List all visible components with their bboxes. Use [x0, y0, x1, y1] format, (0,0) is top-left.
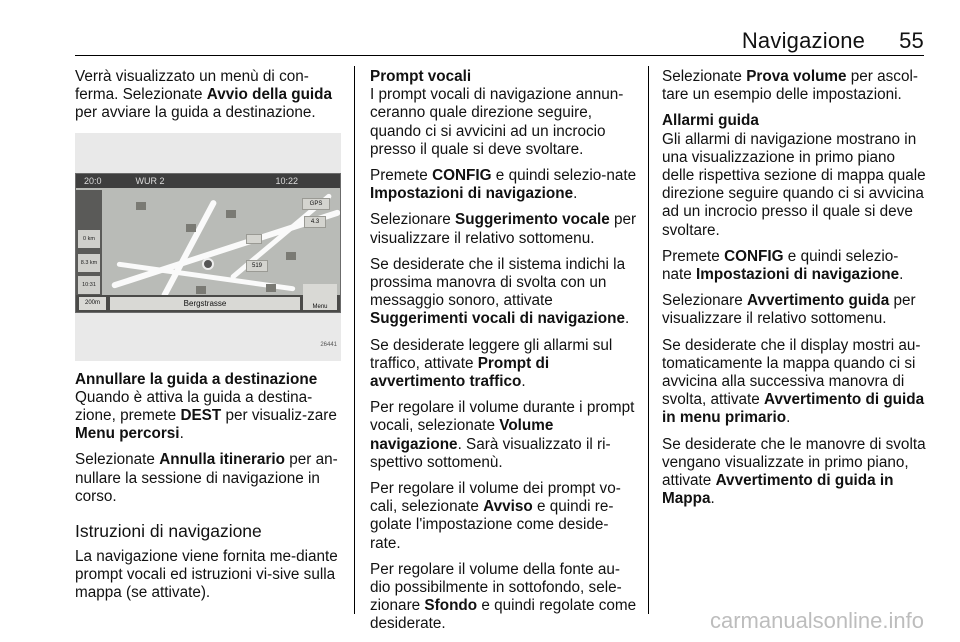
guidance-alerts-heading: Allarmi guida [662, 112, 759, 130]
intro-paragraph: Verrà visualizzato un menù di con-ferma. Selezionate Avvio della guida per avviare la guida a destinazione. [75, 68, 333, 122]
navigation-map-figure [75, 133, 341, 361]
cancel-paragraph-1: Quando è attiva la guida a destina-zione, premete DEST per visualiz-zare Menu percorsi. [75, 388, 337, 443]
column-1 [75, 68, 343, 611]
background-volume-paragraph: Per regolare il volume della fonte au-dio possibilmente in sottofondo, sele-zionare Sfondo e quindi regolate come desiderate. [370, 560, 637, 633]
arrival-time: 10:31 [78, 276, 100, 294]
poi-pin [196, 286, 206, 294]
cancel-guidance-heading: Annullare la guida a destinazione [75, 370, 318, 388]
poi-pin [186, 224, 196, 232]
poi-pin [136, 202, 146, 210]
volume-paragraph: Per regolare il volume durante i prompt vocali, selezionate Volume navigazione. Sarà visualizzato il ri-spettivo sottomenù. [370, 399, 635, 471]
turn-arrow-icon: 0 km [78, 230, 100, 248]
map-bottombar [76, 295, 340, 312]
prompt-volume-paragraph: Per regolare il volume dei prompt vo-cali, selezionate Avviso e quindi re-golate l'impostazione come deside-rate. [370, 480, 621, 552]
traffic-alerts-paragraph: Se desiderate leggere gli allarmi sul traffico, attivate Prompt di avvertimento traffico. [370, 336, 613, 391]
remaining-distance: 8.3 km [78, 254, 100, 272]
current-street: Bergstrasse [110, 297, 300, 310]
guidance-warning-paragraph: Selezionare Avvertimento guida per visualizzare il relativo sottomenu. [662, 292, 916, 328]
column-divider-2 [648, 66, 649, 614]
map-road [161, 199, 218, 299]
voice-prompts-paragraph: I prompt vocali di navigazione annun-ceranno quale direzione seguire, quando ci si avvicini ad un incrocio presso il quale si deve svoltare. [370, 86, 624, 158]
menu-button: Menu [303, 284, 337, 310]
config-paragraph-2: Premete CONFIG e quindi selezio-nate Impostazioni di navigazione. [662, 247, 904, 284]
poi-pin [266, 284, 276, 292]
column-2 [370, 68, 638, 642]
map-warning-paragraph: Se desiderate che le manovre di svolta vengano visualizzate in primo piano, attivate Avvertimento di guida in Mappa. [662, 435, 926, 508]
column-3 [662, 68, 928, 516]
voice-prompts-heading: Prompt vocali [370, 68, 472, 85]
figure-id: 26441 [320, 342, 337, 349]
guidance-panel [76, 190, 102, 296]
page-number: 55 [899, 28, 924, 53]
map-block [246, 234, 262, 244]
instructions-paragraph: La navigazione viene fornita me-diante prompt vocali ed istruzioni vi-sive sulla mappa (se attivate). [75, 548, 338, 602]
header-divider [75, 55, 924, 56]
navigation-instructions-heading: Istruzioni di navigazione [75, 521, 262, 542]
map-scale: 200m [79, 297, 106, 310]
road-number-badge: 519 [246, 260, 268, 272]
map-screen [75, 173, 341, 313]
poi-pin [226, 210, 236, 218]
voice-hints-paragraph: Se desiderate che il sistema indichi la prossima manovra di svolta con un messaggio sonoro, attivate Suggerimenti vocali di navigazione. [370, 255, 630, 328]
main-menu-warning-paragraph: Se desiderate che il display mostri au-tomaticamente la mappa quando ci si avvicina alla successiva manovra di svolta, attivate Avvertimento di guida in menu primario. [662, 336, 925, 427]
column-divider-1 [354, 66, 355, 614]
config-paragraph: Premete CONFIG e quindi selezio-nate Impostazioni di navigazione. [370, 167, 637, 203]
voice-suggestion-paragraph: Selezionare Suggerimento vocale per visualizzare il relativo sottomenu. [370, 211, 637, 247]
vehicle-position-icon [202, 258, 214, 270]
map-topbar: 20:0 WUR 2 10:22 [76, 174, 340, 188]
page-header [742, 28, 924, 54]
guidance-alerts-paragraph: Gli allarmi di navigazione mostrano in una visualizzazione in primo piano delle rispettiva sezione di mappa quale direzione seguire quando ci si avvicina ad un incrocio presso il quale si deve svoltare. [662, 130, 926, 239]
cancel-paragraph-2: Selezionate Annulla itinerario per an-nullare la sessione di navigazione in corso. [75, 451, 338, 505]
poi-pin [286, 252, 296, 260]
distance-badge: 4.3 [304, 216, 326, 228]
test-volume-paragraph: Selezionate Prova volume per ascol-tare un esempio delle impostazioni. [662, 68, 918, 104]
gps-badge: GPS [302, 198, 330, 210]
watermark-footer: carmanualsonline.info [709, 608, 924, 633]
page-title: Navigazione [741, 28, 866, 53]
